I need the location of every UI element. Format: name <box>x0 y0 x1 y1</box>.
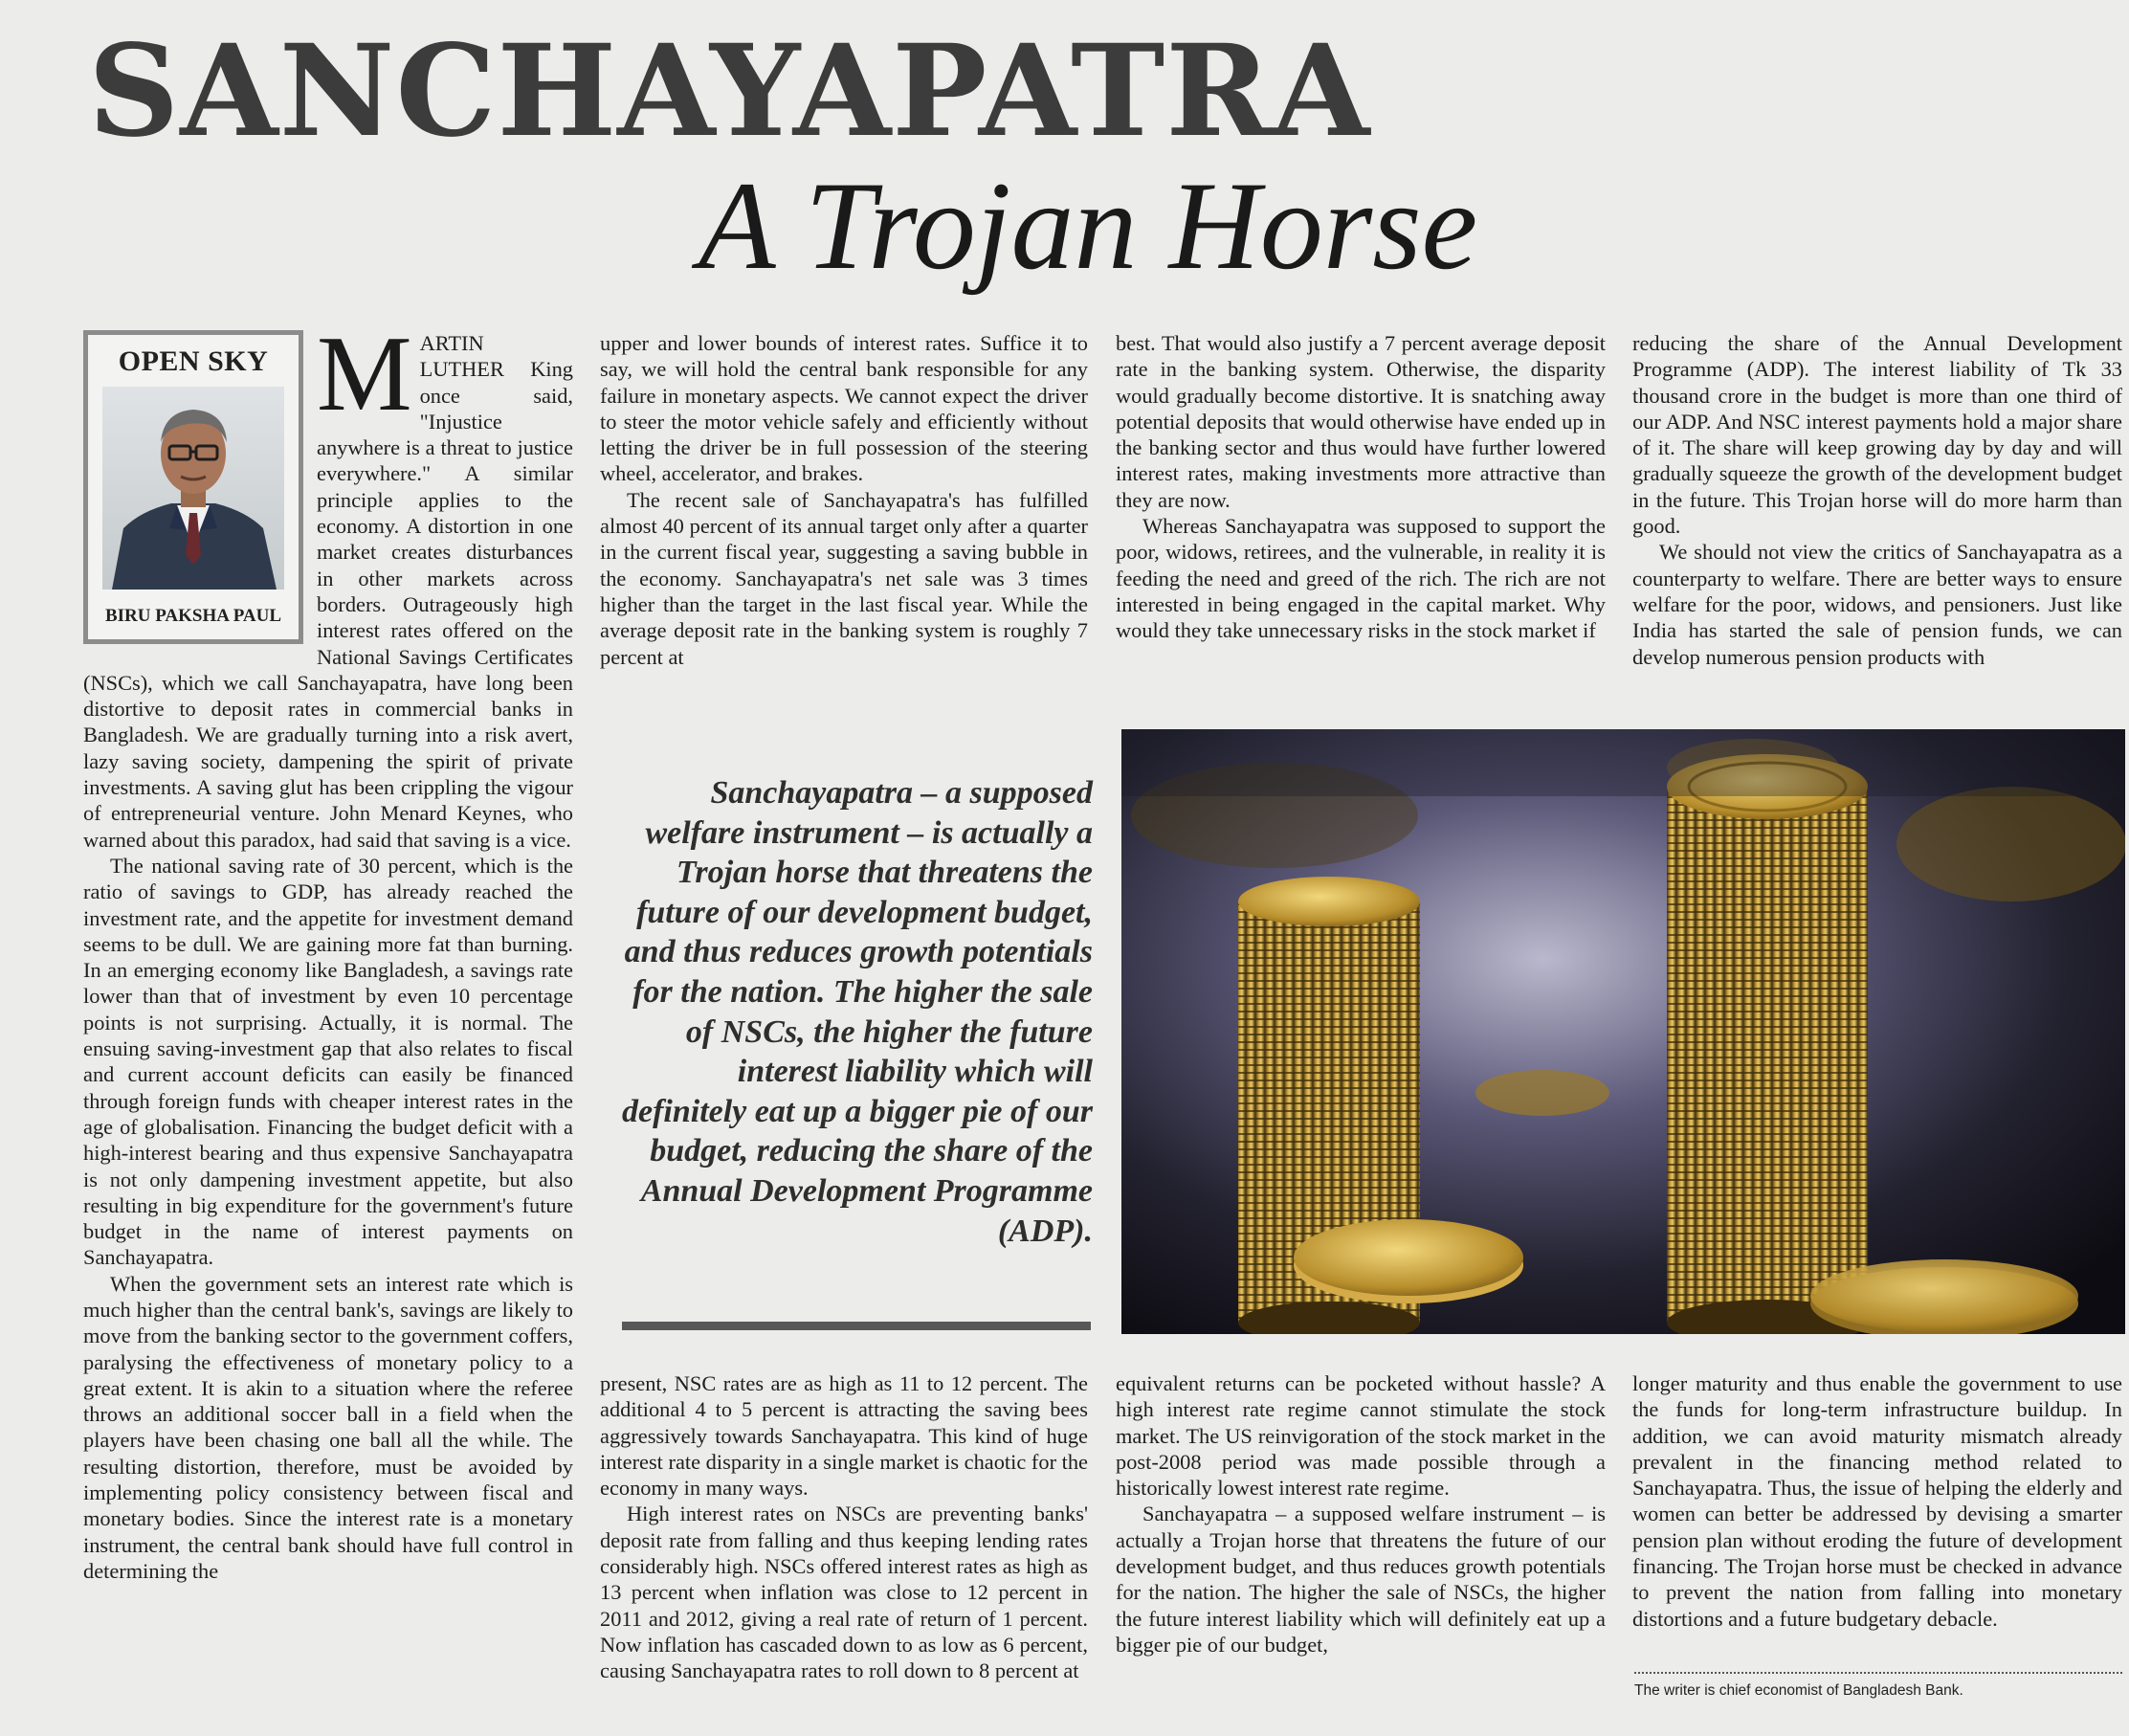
lead-in: ARTIN LUTHER <box>419 331 504 382</box>
paragraph: Whereas Sanchayapatra was supposed to support the poor, widows, retirees, and the vulnerable, in reality it is feeding the need and greed of the rich. The rich are not interested in being engaged in the capital market. Why would they take unnecessary risks in the stock market if <box>1116 514 1606 643</box>
coins-photo <box>1121 729 2125 1334</box>
paragraph: The national saving rate of 30 percent, which is the ratio of savings to GDP, has already reached the investment rate, and the appetite for investment demand seems to be dull. We are gaining more fat than burning. In an emerging economy like Bangladesh, a savings rate lower than that of investment by even 10 percentage points is not surprising. Actually, it is normal. The ensuing saving-investment gap that also relates to fiscal and current account deficits can easily be financed through foreign funds with cheaper interest rates in the age of globalisation. Financing the budget deficit with a high-interest bearing and thus expensive Sanchayapatra is not only dampening investment appetite, but also resulting in big expenditure for the government's future budget in the name of interest payments on Sanchayapatra. <box>83 853 573 1270</box>
paragraph: The recent sale of Sanchayapatra's has fulfilled almost 40 percent of its annual target only after a quarter in the current fiscal year, suggesting a saving bubble in the economy. Sanchayapatra's net sale was 3 times higher than the target in the last fiscal year. While the average deposit rate in the banking system is roughly 7 percent at <box>600 487 1088 669</box>
author-byline: BIRU PAKSHA PAUL <box>104 606 282 626</box>
article-column-1 <box>83 315 573 1584</box>
column-name: OPEN SKY <box>118 345 269 377</box>
paragraph: Sanchayapatra – a supposed welfare instrument – is actually a Trojan horse that threatens the future of our development budget, and thus reduces growth potentials for the nation. The higher the sale of NSCs, the higher the future interest liability which will definitely eat up a bigger pie of our budget, <box>1116 1502 1606 1657</box>
author-note: The writer is chief economist of Bangladesh Bank. <box>1634 1682 1963 1699</box>
drop-cap: M <box>317 315 412 434</box>
footnote-divider <box>1634 1672 2122 1674</box>
paragraph: upper and lower bounds of interest rates. Suffice it to say, we will hold the central bank responsible for any failure in monetary aspects. We cannot expect the driver to steer the motor vehicle safely and efficiently without letting the driver be in full possession of the steering wheel, accelerator, and brakes. <box>600 331 1088 486</box>
pull-quote-rule <box>622 1322 1091 1330</box>
paragraph: present, NSC rates are as high as 11 to 12 percent. The additional 4 to 5 percent is attracting the saving bees aggressively towards Sanchayapatra. This kind of huge interest rate disparity in a single market is chaotic for the economy in many ways. <box>600 1371 1088 1501</box>
kicker-headline: SANCHAYAPATRA <box>88 17 1371 166</box>
author-portrait <box>102 387 284 590</box>
pull-quote: Sanchayapatra – a supposed welfare instrument – is actually a Trojan horse that threatens the future of our development budget, and thus reduces growth potentials for the nation. The higher the sale of NSCs, the higher the future interest liability which will definitely eat up a bigger pie of our budget, reducing the share of the Annual Development Programme (ADP). <box>621 775 1093 1249</box>
article-column-2-bottom <box>600 1370 1088 1684</box>
article-column-4-top <box>1632 330 2122 670</box>
paragraph-text: King once said, "Injustice anywhere is a threat to justice everywhere." A similar principle applies to the economy. A distortion in one market creates disturbances in other markets across borders. Outrageously high interest rates offered on the National Savings Certificates (NSCs), which we call Sanchayapatra, have long been distortive to deposit rates in commercial banks in Bangladesh. We are gradually turning into a risk avert, lazy saving society, dampening the spirit of private investments. A saving glut has been crippling the vigour of entrepreneurial venture. John Menard Keynes, who warned about this paradox, had said that saving is a vice. <box>83 357 573 852</box>
main-headline: A Trojan Horse <box>699 155 1478 296</box>
paragraph: reducing the share of the Annual Development Programme (ADP). The interest liability of Tk 33 thousand crore in the budget is more than one third of our ADP. And NSC interest payments hold a major share of it. The share will keep growing day by day and will gradually squeeze the growth of the development budget in the future. This Trojan horse will do more harm than good. <box>1632 331 2122 539</box>
paragraph: equivalent returns can be pocketed without hassle? A high interest rate regime cannot stimulate the stock market. The US reinvigoration of the stock market in the post-2008 period was made possible through a historically lowest interest rate regime. <box>1116 1371 1606 1501</box>
article-column-3-top <box>1116 330 1606 644</box>
paragraph: When the government sets an interest rate which is much higher than the central bank's, savings are likely to move from the banking sector to the government coffers, paralysing the effectiveness of monetary policy to a great extent. It is akin to a situation where the referee throws an additional soccer ball in a field when the players have been chasing one ball all the while. The resulting distortion, therefore, must be avoided by implementing policy consistency between fiscal and monetary bodies. Since the interest rate is a monetary instrument, the central bank should have full control in determining the <box>83 1271 573 1583</box>
article-column-3-bottom <box>1116 1370 1606 1658</box>
article-column-4-bottom <box>1632 1370 2122 1632</box>
paragraph: We should not view the critics of Sanchayapatra as a counterparty to welfare. There are better ways to ensure welfare for the poor, widows, and pensioners. Just like India has started the sale of pension funds, we can develop numerous pension products with <box>1632 540 2122 669</box>
paragraph: longer maturity and thus enable the government to use the funds for long-term infrastructure buildup. In addition, we can avoid maturity mismatch already prevalent in the financing method related to Sanchayapatra. Thus, the issue of helping the elderly and women can better be addressed by devising a smarter pension plan without eroding the future of development financing. The Trojan horse must be checked in advance to prevent the nation from falling into monetary distortions and a future budgetary debacle. <box>1632 1371 2122 1631</box>
paragraph: best. That would also justify a 7 percent average deposit rate in the banking system. Otherwise, the disparity would gradually become distortive. It is snatching away potential deposits that would otherwise have ended up in the banking sector and thus would have further lowered interest rates, making investments more attractive than they are now. <box>1116 331 1606 512</box>
article-column-2-top <box>600 330 1088 670</box>
paragraph: High interest rates on NSCs are preventing banks' deposit rate from falling and thus keeping lending rates considerably high. NSCs offered interest rates as high as 13 percent when inflation was close to 12 percent in 2011 and 2012, giving a real rate of return of 1 percent. Now inflation has cascaded down to as low as 6 percent, causing Sanchayapatra rates to roll down to 8 percent at <box>600 1502 1088 1683</box>
author-box <box>83 330 303 644</box>
